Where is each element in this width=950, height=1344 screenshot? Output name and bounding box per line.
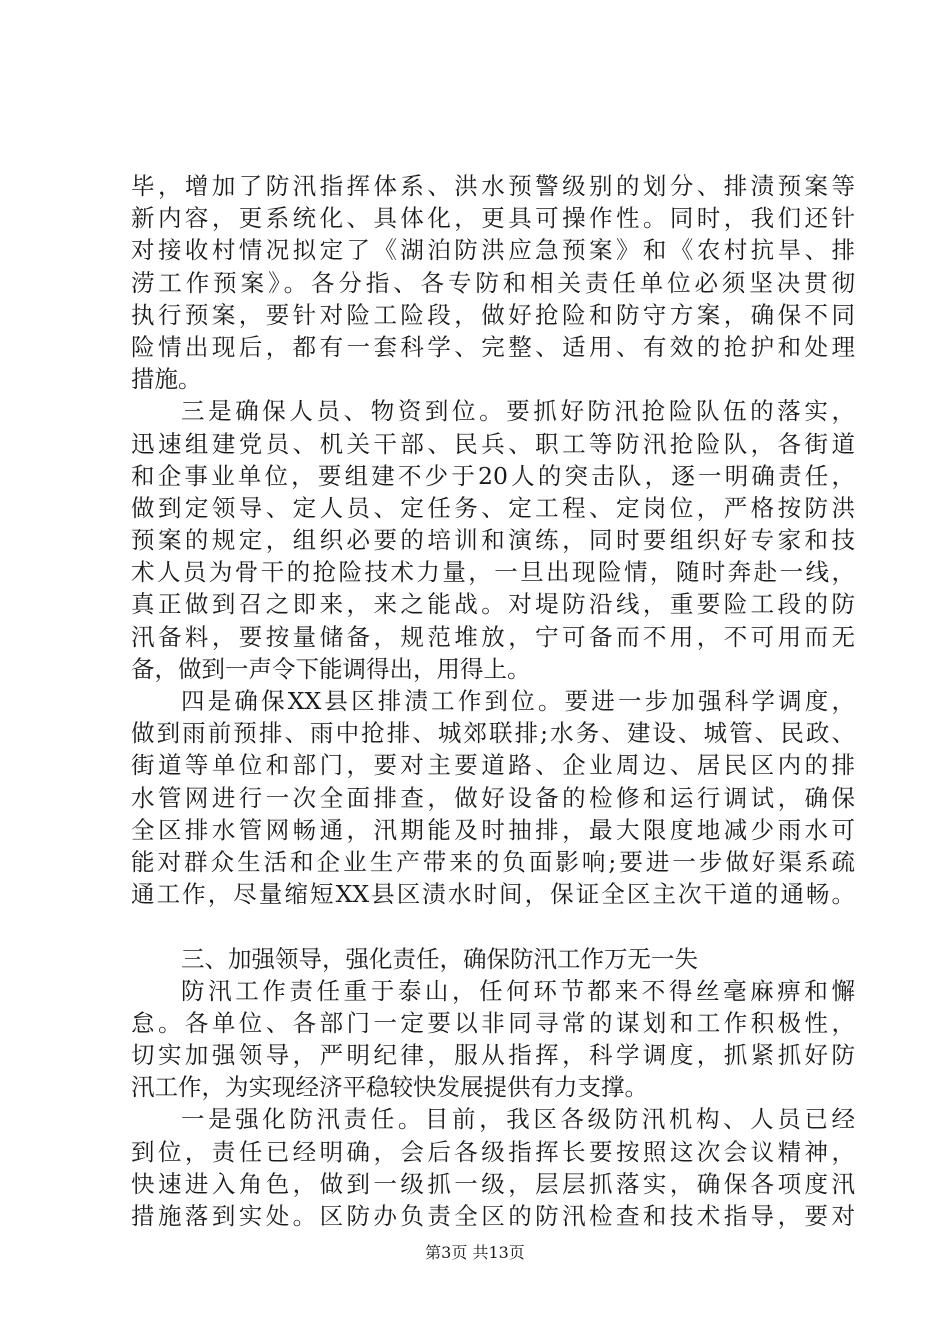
- text-line: 汛备料，要按量储备，规范堆放，宁可备而不用，不可用而无: [131, 622, 855, 651]
- text-line: 怠。各单位、各部门一定要以非同寻常的谋划和工作积极性，: [131, 1008, 855, 1037]
- text-line: 做到雨前预排、雨中抢排、城郊联排;水务、建设、城管、民政、: [131, 719, 855, 748]
- text-line: 汛工作，为实现经济平稳较快发展提供有力支撑。: [131, 1073, 648, 1102]
- page-footer: 第3页 共13页: [425, 1243, 525, 1262]
- text-line: 措施。: [131, 365, 202, 394]
- text-line: 迅速组建党员、机关干部、民兵、职工等防汛抢险队，各街道: [131, 429, 855, 458]
- text-line: 新内容，更系统化、具体化，更具可操作性。同时，我们还针: [131, 204, 855, 233]
- text-line: 到位，责任已经明确，会后各级指挥长要按照这次会议精神，: [131, 1137, 855, 1166]
- text-line: 真正做到召之即来，来之能战。对堤防沿线，重要险工段的防: [131, 590, 855, 619]
- document-body: [131, 170, 855, 1232]
- text-line: 险情出现后，都有一套科学、完整、适用、有效的抢护和处理: [131, 332, 855, 361]
- text-line: 执行预案，要针对险工险段，做好抢险和防守方案，确保不同: [131, 300, 855, 329]
- text-line: 防汛工作责任重于泰山，任何环节都来不得丝毫麻痹和懈: [181, 976, 855, 1005]
- text-line: 做到定领导、定人员、定任务、定工程、定岗位，严格按防洪: [131, 493, 855, 522]
- text-line: 全区排水管网畅通，汛期能及时抽排，最大限度地减少雨水可: [131, 815, 855, 844]
- text-line: 切实加强领导，严明纪律，服从指挥，科学调度，抓紧抓好防: [131, 1041, 855, 1070]
- text-line: 对接收村情况拟定了《湖泊防洪应急预案》和《农村抗旱、排: [131, 236, 855, 265]
- blank-line: [131, 910, 855, 942]
- text-line: 通工作，尽量缩短XX县区渍水时间，保证全区主次干道的通畅。: [131, 880, 855, 909]
- text-line: 水管网进行一次全面排查，做好设备的检修和运行调试，确保: [131, 783, 855, 812]
- text-line: 术人员为骨干的抢险技术力量，一旦出现险情，随时奔赴一线，: [131, 558, 855, 587]
- text-line: 预案的规定，组织必要的培训和演练，同时要组织好专家和技: [131, 526, 855, 555]
- text-line: 街道等单位和部门，要对主要道路、企业周边、居民区内的排: [131, 751, 855, 780]
- text-line: 能对群众生活和企业生产带来的负面影响;要进一步做好渠系疏: [131, 847, 855, 876]
- text-line: 备，做到一声令下能调得出，用得上。: [131, 654, 531, 683]
- text-line: 涝工作预案》。各分指、各专防和相关责任单位必须坚决贯彻: [131, 268, 855, 297]
- text-line: 快速进入角色，做到一级抓一级，层层抓落实，确保各项度汛: [131, 1169, 855, 1198]
- text-line: 一是强化防汛责任。目前，我区各级防汛机构、人员已经: [181, 1105, 855, 1134]
- text-line: 和企事业单位，要组建不少于20人的突击队，逐一明确责任，: [131, 461, 855, 490]
- text-line: 毕，增加了防汛指挥体系、洪水预警级别的划分、排渍预案等: [131, 172, 855, 200]
- text-line: 三是确保人员、物资到位。要抓好防汛抢险队伍的落实，: [181, 397, 855, 426]
- text-line: 三、加强领导，强化责任，确保防汛工作万无一失: [181, 944, 698, 973]
- text-line: 四是确保XX县区排渍工作到位。要进一步加强科学调度，: [181, 687, 855, 715]
- text-line: 措施落到实处。区防办负责全区的防汛检查和技术指导，要对: [131, 1202, 855, 1230]
